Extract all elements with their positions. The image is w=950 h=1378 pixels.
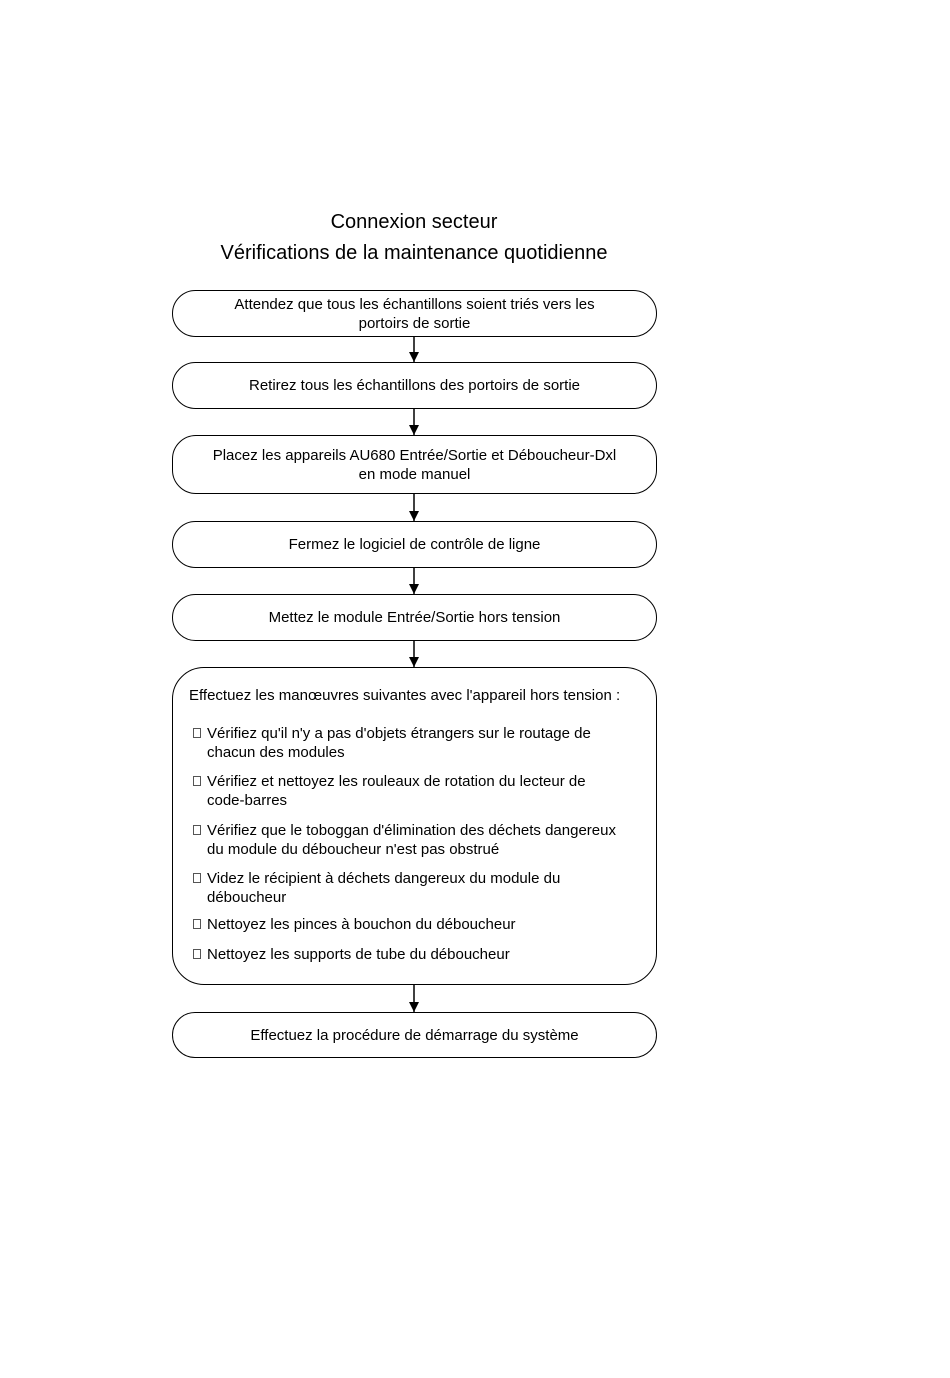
step-wait-samples-sorted (172, 290, 657, 337)
step-text: Effectuez la procédure de démarrage du système (250, 1026, 579, 1044)
checkbox-icon (193, 873, 201, 883)
step-text: Placez les appareils AU680 Entrée/Sortie et Déboucheur-Dxl (212, 446, 617, 464)
check-item: Vérifiez et nettoyez les rouleaux de rotation du lecteur de code-barres (193, 772, 643, 810)
checkbox-icon (193, 776, 201, 786)
step-offline-checks (172, 667, 657, 985)
check-item: Nettoyez les supports de tube du déboucheur (193, 945, 643, 964)
checkbox-icon (193, 919, 201, 929)
step-power-off-module (172, 594, 657, 641)
step-text: Attendez que tous les échantillons soient triés vers les (234, 295, 595, 313)
check-item: Vérifiez qu'il n'y a pas d'objets étrangers sur le routage de chacun des modules (193, 724, 643, 762)
checkbox-icon (193, 949, 201, 959)
step-remove-samples (172, 362, 657, 409)
step-manual-mode (172, 435, 657, 494)
check-item: Videz le récipient à déchets dangereux du module du déboucheur (193, 869, 643, 907)
checkbox-icon (193, 728, 201, 738)
step-text: Mettez le module Entrée/Sortie hors tension (268, 609, 561, 626)
step-text: Retirez tous les échantillons des portoirs de sortie (249, 377, 580, 394)
step-text: Fermez le logiciel de contrôle de ligne (288, 536, 541, 553)
checkbox-icon (193, 825, 201, 835)
title-line-2: Vérifications de la maintenance quotidienne (220, 242, 608, 264)
check-item: Nettoyez les pinces à bouchon du déboucheur (193, 915, 643, 934)
title-line-1: Connexion secteur (330, 211, 498, 233)
step-startup-procedure (172, 1012, 657, 1058)
step-text: portoirs de sortie (358, 314, 471, 332)
step-text: en mode manuel (358, 465, 471, 483)
step-close-software (172, 521, 657, 568)
check-item: Vérifiez que le toboggan d'élimination des déchets dangereux du module du déboucheur n'est pas obstrué (193, 821, 643, 859)
offline-checks-intro: Effectuez les manœuvres suivantes avec l'appareil hors tension : (189, 687, 621, 704)
